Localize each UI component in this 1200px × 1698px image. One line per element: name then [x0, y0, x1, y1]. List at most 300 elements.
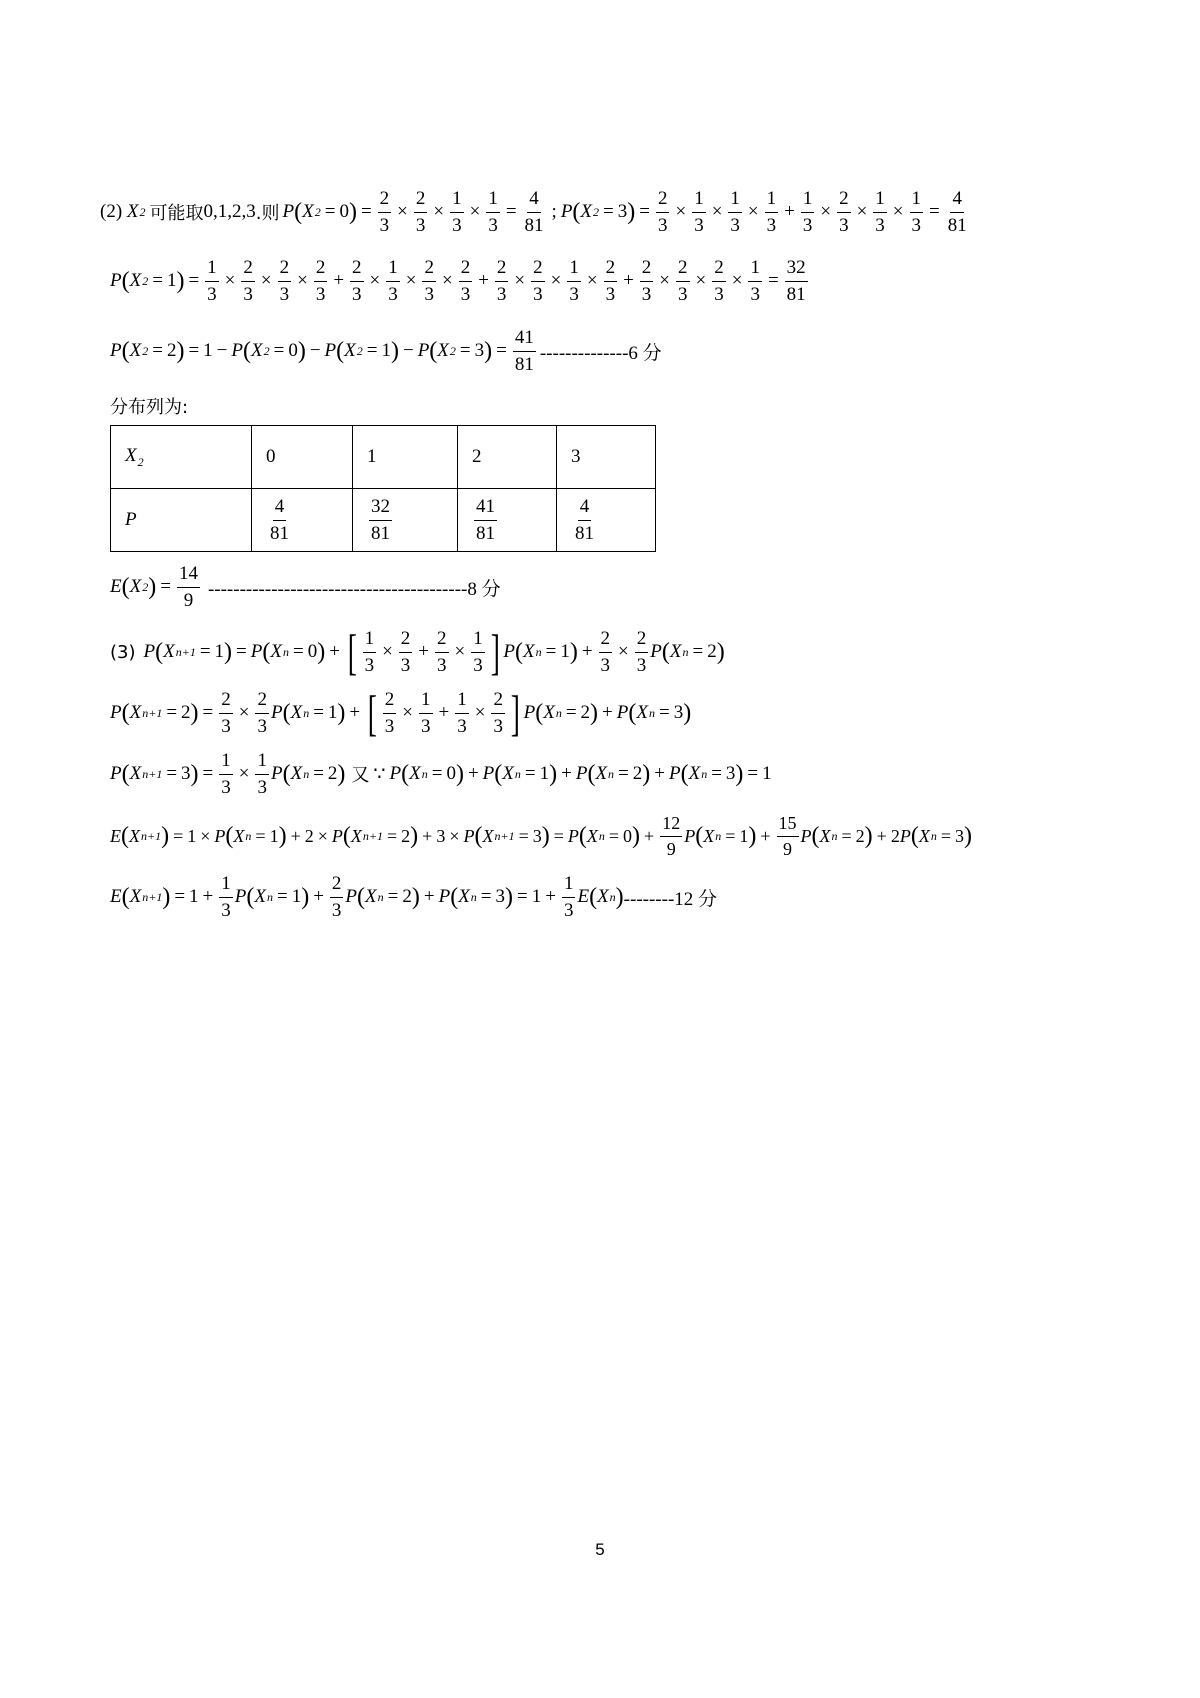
var-sub: 2 [142, 579, 149, 594]
times-sign: × [711, 201, 723, 223]
subscript-n: n [421, 766, 428, 781]
line-part3-e1 [110, 813, 972, 859]
value-one: 1 [539, 763, 550, 785]
value-zero: 0 [288, 340, 298, 362]
paren-right: ) [642, 761, 651, 788]
paren-right: ) [615, 884, 624, 911]
value-one: 1 [327, 702, 338, 723]
eq-sign: = [725, 825, 736, 846]
p-label: P [110, 763, 122, 785]
fraction: $\frac{2}{3}$ [221, 688, 231, 737]
subscript-n: n [701, 766, 708, 781]
prob-cell: $\frac{4}{81}$ [252, 489, 353, 552]
fraction: $\frac{1}{3}$ [750, 257, 760, 305]
eq-sign: = [459, 340, 471, 362]
bracket-left: [ [347, 624, 357, 680]
fraction: $\frac{2}{3}$ [496, 257, 507, 305]
subscript-n1: n+1 [494, 828, 515, 843]
fraction: $\frac{2}{3}$ [415, 188, 426, 236]
p-label: P [143, 641, 156, 662]
fraction: $\frac{2}{3}$ [600, 627, 611, 676]
value-three: 3 [673, 702, 684, 723]
var-sub: 2 [142, 273, 149, 288]
paren-right: ) [716, 639, 725, 665]
p-label: P [650, 641, 662, 662]
var-x: X [918, 825, 930, 846]
fraction: $\frac{1}{3}$ [221, 873, 231, 921]
p-label: P [231, 340, 243, 362]
paren-right: ) [864, 823, 873, 850]
times-sign: × [260, 270, 272, 292]
times-sign: × [317, 825, 328, 846]
bracket-left: [ [367, 685, 378, 741]
var-x: X [302, 201, 314, 223]
var-x: X [586, 825, 598, 846]
paren-left: ( [535, 700, 544, 726]
value-two: 2 [402, 886, 412, 908]
value-two: 2 [166, 340, 177, 362]
var-x: X [437, 340, 449, 362]
eq-sign: = [692, 641, 704, 662]
plus-sign: + [784, 201, 795, 223]
var-x: X [458, 886, 470, 908]
paren-left: ( [121, 761, 130, 788]
value-zero: 0 [307, 641, 318, 662]
paren-left: ( [262, 639, 271, 665]
fraction: $\frac{2}{3}$ [400, 627, 411, 676]
var-sub: 2 [449, 343, 456, 358]
prob-cell: $\frac{41}{81}$ [458, 489, 557, 552]
paren-right: ) [390, 338, 399, 365]
subscript-n: n [930, 828, 937, 843]
fraction: $\frac{1}{3}$ [207, 257, 217, 305]
subscript-n: n [608, 766, 615, 781]
part3-prefix: (3) [110, 641, 136, 663]
times-sign: × [618, 641, 629, 662]
eq-sign: = [518, 825, 529, 846]
plus-sign: + [644, 825, 655, 846]
paren-left: ( [429, 338, 438, 365]
e-label: E [110, 886, 122, 908]
eq-sign: = [324, 201, 336, 223]
fraction: $\frac{2}{3}$ [384, 688, 395, 737]
eq-sign: = [517, 886, 528, 908]
paren-left: ( [342, 823, 351, 850]
p-label: P [523, 702, 536, 723]
paren-right: ) [317, 639, 326, 665]
p-label: P [503, 641, 515, 662]
distribution-table [110, 425, 656, 552]
paren-right: ) [161, 823, 170, 850]
var-x: X [254, 886, 266, 908]
p-label: P [575, 763, 588, 785]
paren-right: ) [301, 884, 310, 911]
eq-sign: = [618, 763, 629, 785]
paren-right: ) [569, 639, 578, 665]
also-text: 又 [351, 765, 370, 787]
var-x: X [365, 886, 377, 908]
fraction: $\frac{2}{3}$ [352, 257, 362, 305]
plus-sign: + [333, 270, 345, 292]
minus-sign: − [216, 340, 228, 362]
line-p-x2-1 [110, 257, 810, 306]
times-sign: × [405, 270, 417, 292]
paren-right: ) [541, 823, 550, 850]
e-label: E [110, 825, 121, 846]
times-sign: × [238, 763, 250, 785]
fraction: $\frac{2}{3}$ [714, 257, 724, 305]
value-cell: 3 [557, 426, 656, 489]
dist-label: 分布列为: [110, 397, 189, 418]
var-x: X [502, 763, 514, 785]
p-label: P [417, 340, 430, 362]
p-label: P [110, 702, 122, 723]
eq-sign: = [202, 702, 214, 723]
can-take-text: 可能取 [149, 203, 204, 225]
var-x: X [129, 825, 140, 846]
subscript-n1: n+1 [142, 766, 163, 781]
plus-sign: + [876, 825, 887, 846]
plus-sign: + [623, 270, 634, 292]
p-label: P [324, 340, 337, 362]
paren-right: ) [627, 199, 636, 226]
paren-right: ) [278, 823, 287, 850]
fraction: $\frac{2}{3}$ [641, 257, 652, 305]
paren-left: ( [242, 338, 251, 365]
eq-sign: = [273, 340, 285, 362]
fraction: $\frac{32}{81}$ [786, 257, 806, 305]
value-one: 1 [189, 886, 199, 908]
e-label: E [577, 886, 590, 908]
fraction: $\frac{1}{3}$ [457, 688, 467, 737]
plus-sign: + [349, 702, 361, 723]
var-x: X [409, 763, 421, 785]
eq-sign: = [545, 641, 557, 662]
paren-left: ( [589, 884, 598, 911]
fraction: $\frac{1}{3}$ [221, 750, 231, 798]
value-cell: 2 [458, 426, 557, 489]
paren-right: ) [505, 884, 514, 911]
var-x: X [290, 763, 303, 785]
eq-sign: = [565, 702, 577, 723]
p-label: P [438, 886, 451, 908]
value-two: 2 [632, 763, 643, 785]
var-sub: 2 [139, 204, 146, 219]
fraction: $\frac{1}{3}$ [488, 188, 498, 236]
prob-cell: $\frac{4}{81}$ [557, 489, 656, 552]
p-label: P [899, 825, 911, 846]
eq-sign: = [747, 763, 759, 785]
eq-sign: = [711, 763, 722, 785]
paren-right: ) [337, 761, 346, 788]
times-sign: × [441, 270, 453, 292]
p-label: P [331, 825, 343, 846]
p-label: P [389, 763, 402, 785]
bracket-right: ] [490, 624, 500, 680]
var-x: X [636, 702, 648, 723]
eq-sign: = [236, 641, 247, 662]
paren-right: ) [963, 823, 972, 850]
plus-sign: + [561, 763, 572, 785]
subscript-n1: n+1 [175, 644, 196, 659]
p-label: P [668, 763, 681, 785]
fraction: $\frac{2}{3}$ [331, 873, 342, 921]
times-sign: × [382, 641, 393, 662]
subscript-n1: n+1 [142, 705, 163, 720]
times-sign: × [454, 641, 466, 662]
eq-sign: = [658, 702, 670, 723]
paren-right: ) [590, 700, 599, 726]
fraction: $\frac{1}{3}$ [421, 688, 431, 737]
var-x: X [669, 641, 682, 662]
paren-right: ) [410, 823, 419, 850]
fraction: $\frac{1}{3}$ [364, 627, 375, 676]
paren-left: ( [401, 761, 410, 788]
values-text: 0,1,2,3 [203, 201, 256, 223]
p-label: P [616, 702, 629, 723]
paren-left: ( [282, 761, 291, 788]
fraction: $\frac{2}{3}$ [636, 627, 647, 676]
paren-right: ) [162, 884, 171, 911]
fraction: $\frac{15}{9}$ [778, 813, 797, 859]
eq-sign: = [603, 201, 614, 223]
var-x: X [597, 886, 609, 908]
fraction: $\frac{2}{3}$ [839, 188, 849, 236]
p-label: P [214, 825, 226, 846]
times-sign: × [297, 270, 308, 292]
value-one: 1 [291, 886, 302, 908]
times-sign: × [433, 201, 445, 223]
fraction: $\frac{2}{3}$ [605, 257, 616, 305]
line-expectation-x2 [110, 563, 501, 612]
p-label: P [270, 702, 283, 723]
fraction: $\frac{14}{9}$ [178, 563, 198, 611]
value-two: 2 [855, 825, 865, 846]
eq-sign: = [505, 201, 517, 223]
fraction: $\frac{2}{3}$ [243, 257, 253, 305]
eq-sign: = [202, 763, 214, 785]
eq-sign: = [174, 886, 186, 908]
eq-sign: = [173, 825, 184, 846]
paren-left: ( [494, 761, 503, 788]
paren-left: ( [910, 823, 919, 850]
value-zero: 0 [623, 825, 633, 846]
subscript-n: n [715, 828, 722, 843]
value-three: 3 [954, 825, 964, 846]
subscript-n: n [682, 644, 689, 659]
score-twelve: --------12 分 [623, 888, 718, 910]
paren-left: ( [336, 338, 345, 365]
eq-sign: = [255, 825, 266, 846]
times-sign: × [820, 201, 832, 223]
value-one: 1 [166, 270, 177, 292]
paren-left: ( [811, 823, 820, 850]
paren-left: ( [246, 884, 255, 911]
subscript-n: n [555, 705, 562, 720]
eq-sign: = [767, 270, 779, 292]
paren-left: ( [294, 199, 303, 226]
var-x: X [344, 340, 356, 362]
times-sign: × [695, 270, 707, 292]
times-sign: × [892, 201, 904, 223]
var-x: X [703, 825, 715, 846]
then-text: .则 [255, 203, 280, 225]
value-three: 3 [436, 825, 446, 846]
var-x: X [129, 702, 142, 723]
paren-right: ) [455, 761, 464, 788]
subscript-n: n [470, 889, 477, 904]
value-zero: 0 [339, 201, 349, 223]
subscript-n: n [303, 705, 310, 720]
p-label: P [482, 763, 495, 785]
fraction: $\frac{2}{3}$ [493, 688, 503, 737]
value-two: 2 [401, 825, 411, 846]
subscript-n1: n+1 [362, 828, 383, 843]
var-x: X [270, 641, 282, 662]
line-part3-p1 [110, 624, 725, 680]
paren-left: ( [121, 884, 130, 911]
p-label: P [560, 201, 573, 223]
value-three: 3 [725, 763, 736, 785]
subscript-n: n [282, 644, 289, 659]
var-x: X [595, 763, 608, 785]
eq-sign: = [929, 201, 940, 223]
p-label: P [282, 201, 295, 223]
times-sign: × [731, 270, 743, 292]
value-two: 2 [327, 763, 338, 785]
var-sub: 2 [593, 204, 600, 219]
table-row [111, 489, 656, 552]
times-sign: × [474, 702, 486, 723]
paren-left: ( [587, 761, 596, 788]
eq-sign: = [639, 201, 650, 223]
var-x: X [233, 825, 245, 846]
paren-left: ( [661, 639, 670, 665]
plus-sign: + [478, 270, 489, 292]
var-x: X [523, 641, 535, 662]
subscript-n: n [535, 644, 542, 659]
subscript-n: n [648, 705, 655, 720]
value-one: 1 [381, 340, 391, 362]
line-p-x2-0 [100, 188, 971, 237]
paren-right: ) [411, 884, 420, 911]
var-x: X [126, 201, 139, 223]
fraction: $\frac{2}{3}$ [315, 257, 326, 305]
p-label: P [800, 825, 812, 846]
fraction: $\frac{2}{3}$ [533, 257, 543, 305]
p-label: P [110, 340, 122, 362]
var-x: X [482, 825, 494, 846]
paren-right: ) [632, 823, 641, 850]
because-symbol: ∵ [373, 763, 386, 785]
var-x: X [688, 763, 701, 785]
plus-sign: + [418, 641, 430, 662]
paren-left: ( [578, 823, 587, 850]
eq-sign: = [188, 270, 200, 292]
times-sign: × [449, 825, 460, 846]
fraction: $\frac{1}{3}$ [473, 627, 483, 676]
paren-left: ( [357, 884, 366, 911]
fraction: $\frac{1}{3}$ [802, 188, 813, 236]
paren-right: ) [735, 761, 744, 788]
paren-left: ( [155, 639, 164, 665]
times-sign: × [224, 270, 236, 292]
subscript-n: n [831, 828, 838, 843]
plus-sign: + [581, 641, 593, 662]
var-sub: 2 [142, 343, 149, 358]
p-label: P [567, 825, 579, 846]
value-three: 3 [181, 763, 191, 785]
times-sign: × [550, 270, 562, 292]
fraction: $\frac{1}{3}$ [730, 188, 740, 236]
value-one: 1 [560, 641, 570, 662]
minus-sign: − [402, 340, 414, 362]
fraction: $\frac{1}{3}$ [563, 873, 574, 921]
eq-sign: = [608, 825, 620, 846]
times-sign: × [586, 270, 598, 292]
paren-left: ( [572, 199, 581, 226]
paren-right: ) [337, 700, 346, 726]
fraction: $\frac{1}{3}$ [452, 188, 462, 236]
var-x: X [129, 576, 142, 598]
paren-left: ( [121, 823, 129, 850]
minus-sign: − [309, 340, 321, 362]
score-six: --------------6 分 [539, 342, 662, 364]
paren-right: ) [176, 268, 185, 295]
paren-left: ( [121, 574, 130, 601]
fraction: $\frac{1}{3}$ [388, 257, 398, 305]
page-number: 5 [595, 1540, 605, 1559]
value-two: 2 [890, 825, 900, 846]
var-x: X [250, 340, 263, 362]
eq-sign: = [524, 763, 536, 785]
line-part3-e2 [110, 873, 717, 922]
value-three: 3 [474, 340, 485, 362]
part2-prefix: (2) [100, 201, 123, 223]
times-sign: × [369, 270, 381, 292]
plus-sign: + [423, 886, 435, 908]
var-x: X [129, 270, 142, 292]
paren-right: ) [348, 199, 357, 226]
fraction: $\frac{1}{3}$ [569, 257, 579, 305]
value-zero: 0 [446, 763, 456, 785]
eq-sign: = [387, 886, 399, 908]
eq-sign: = [152, 340, 163, 362]
plus-sign: + [760, 825, 771, 846]
paren-right: ) [297, 338, 306, 365]
eq-sign: = [160, 576, 171, 598]
p-label: P [110, 270, 122, 292]
score-eight: -----------------------------------------8 分 [207, 578, 501, 600]
paren-right: ) [176, 338, 185, 365]
times-sign: × [659, 270, 670, 292]
eq-sign: = [166, 702, 178, 723]
value-one: 1 [739, 825, 749, 846]
plus-sign: + [329, 641, 340, 662]
times-sign: × [675, 201, 687, 223]
paren-left: ( [695, 823, 704, 850]
p-label: P [234, 886, 247, 908]
times-sign: × [200, 825, 211, 846]
value-one: 1 [203, 340, 213, 362]
value-cell: 0 [252, 426, 353, 489]
var-sub: 2 [263, 343, 270, 358]
paren-left: ( [450, 884, 459, 911]
value-three: 3 [495, 886, 506, 908]
fraction: $\frac{2}{3}$ [379, 188, 390, 236]
p-label: P [345, 886, 358, 908]
times-sign: × [469, 201, 481, 223]
